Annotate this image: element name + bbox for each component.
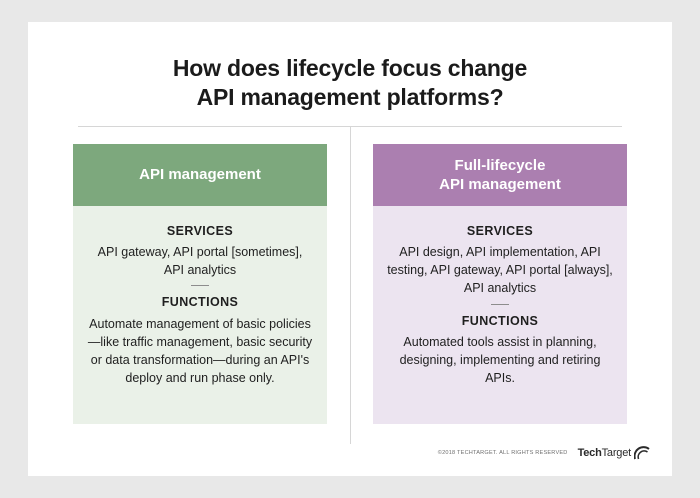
target-arc-icon bbox=[634, 446, 650, 460]
infographic-page bbox=[28, 22, 672, 476]
page-title-line-2: API management platforms? bbox=[196, 84, 504, 111]
column-full-lifecycle-api-management bbox=[373, 144, 627, 424]
logo-text bbox=[578, 447, 631, 459]
functions-text-left: Automate management of basic policies—like traffic management, basic security or data transformation—during an API's deploy and run phase only. bbox=[87, 316, 313, 385]
logo-text-bold: Tech bbox=[577, 447, 602, 459]
functions-label-right: FUNCTIONS bbox=[461, 313, 539, 328]
techtarget-logo bbox=[578, 446, 650, 460]
section-rule-left bbox=[191, 285, 209, 286]
logo-text-light: Target bbox=[601, 447, 631, 459]
page-title bbox=[28, 22, 672, 113]
page-title-line-1: How does lifecycle focus change bbox=[172, 55, 528, 81]
column-header-line-1-right: Full-lifecycle bbox=[454, 156, 546, 174]
copyright-text: ©2018 TECHTARGET. ALL RIGHTS RESERVED bbox=[437, 450, 568, 456]
column-header-full-lifecycle bbox=[373, 144, 627, 206]
column-header-api-management bbox=[73, 144, 327, 206]
services-label-right: SERVICES bbox=[466, 224, 534, 238]
comparison-columns bbox=[28, 144, 672, 424]
column-header-line-1: API management bbox=[139, 166, 261, 184]
services-text-right: API design, API implementation, API testing, API gateway, API portal [always], API analytics bbox=[387, 245, 613, 296]
column-body-api-management bbox=[73, 206, 327, 424]
column-body-full-lifecycle bbox=[373, 206, 627, 424]
services-text-left: API gateway, API portal [sometimes], API analytics bbox=[97, 245, 303, 278]
section-rule-right bbox=[491, 304, 509, 305]
functions-label-left: FUNCTIONS bbox=[161, 295, 239, 310]
column-api-management bbox=[73, 144, 327, 424]
functions-text-right: Automated tools assist in planning, designing, implementing and retiring APIs. bbox=[399, 334, 601, 385]
services-label-left: SERVICES bbox=[166, 224, 234, 238]
column-header-line-2-right: API management bbox=[439, 176, 561, 193]
footer bbox=[438, 446, 650, 460]
